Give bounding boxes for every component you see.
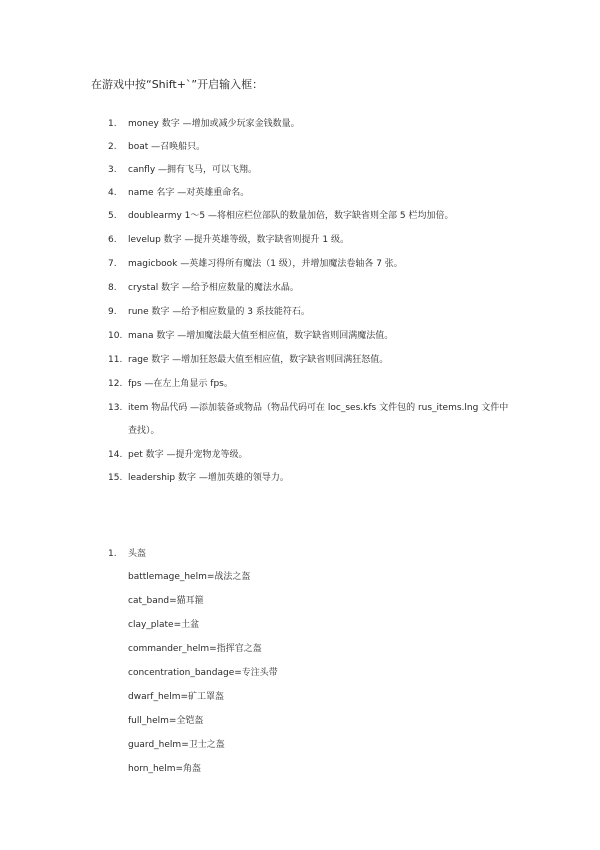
command-number: 8.: [108, 283, 117, 293]
section-heading: [108, 548, 146, 560]
command-number: 9.: [108, 307, 117, 317]
command-item-15: [108, 472, 289, 484]
command-text: canfly —拥有飞马，可以飞翔。: [128, 165, 258, 175]
command-item-5: [108, 210, 453, 222]
command-item-8: [108, 282, 299, 294]
command-item-9: [108, 306, 310, 318]
command-number: 14.: [108, 450, 123, 460]
command-number: 11.: [108, 355, 123, 365]
helm-item: guard_helm=卫士之盔: [128, 740, 225, 750]
command-number: 3.: [108, 165, 117, 175]
command-text: pet 数字 —提升宠物龙等级。: [128, 450, 248, 460]
command-item-3: [108, 164, 257, 176]
helm-item: horn_helm=角盔: [128, 764, 202, 774]
command-text: crystal 数字 —给予相应数量的魔法水晶。: [128, 283, 299, 293]
command-number: 1.: [108, 119, 117, 129]
command-number: 6.: [108, 235, 117, 245]
command-text: rage 数字 —增加狂怒最大值至相应值，数字缺省则回满狂怒值。: [128, 355, 389, 365]
command-item-4: [108, 187, 249, 199]
helm-item: dwarf_helm=矿工罩盔: [128, 692, 225, 702]
command-text: name 名字 —对英雄重命名。: [128, 188, 250, 198]
command-item-1: [108, 118, 300, 130]
command-text: doublearmy 1～5 —将相应栏位部队的数量加倍，数字缺省则全部 5 栏均加倍。: [128, 211, 454, 221]
helm-item: commander_helm=指挥官之盔: [128, 644, 262, 654]
command-item-2: [108, 141, 205, 153]
command-text: mana 数字 —增加魔法最大值至相应值，数字缺省则回满魔法值。: [128, 331, 394, 341]
command-item-7: [108, 258, 403, 270]
helm-item: battlemage_helm=战法之盔: [128, 572, 251, 582]
command-item-13-continuation: 查找）。: [128, 426, 160, 436]
helm-item: cat_band=猫耳箍: [128, 596, 204, 606]
command-item-14: [108, 449, 248, 461]
command-text: magicbook —英雄习得所有魔法（1 级），并增加魔法卷轴各 7 张。: [128, 259, 403, 269]
command-item-11: [108, 354, 388, 366]
command-text: rune 数字 —给予相应数量的 3 系技能符石。: [128, 307, 310, 317]
command-item-13: [108, 402, 508, 414]
intro-text: 在游戏中按“Shift+`”开启输入框：: [91, 78, 264, 91]
command-item-6: [108, 234, 349, 246]
command-text: levelup 数字 —提升英雄等级，数字缺省则提升 1 级。: [128, 235, 349, 245]
command-text: fps —在左上角显示 fps。: [128, 379, 233, 389]
command-text: item 物品代码 —添加装备或物品（物品代码可在 loc_ses.kfs 文件包的 rus_items.lng 文件中: [128, 403, 509, 413]
command-number: 7.: [108, 259, 117, 269]
helm-item: concentration_bandage=专注头带: [128, 668, 278, 678]
command-item-12: [108, 378, 233, 390]
section-number: 1.: [108, 549, 117, 559]
command-text: leadership 数字 —增加英雄的领导力。: [128, 473, 289, 483]
helm-item: full_helm=全铠盔: [128, 716, 204, 726]
command-number: 15.: [108, 473, 123, 483]
command-number: 13.: [108, 403, 123, 413]
section-title: 头盔: [128, 549, 147, 559]
command-item-10: [108, 330, 393, 342]
command-number: 12.: [108, 379, 123, 389]
command-text: money 数字 —增加或减少玩家金钱数量。: [128, 119, 300, 129]
command-number: 5.: [108, 211, 117, 221]
command-number: 4.: [108, 188, 117, 198]
command-number: 2.: [108, 142, 117, 152]
helm-item: clay_plate=土盆: [128, 620, 200, 630]
command-text: boat —召唤船只。: [128, 142, 206, 152]
command-number: 10.: [108, 331, 123, 341]
